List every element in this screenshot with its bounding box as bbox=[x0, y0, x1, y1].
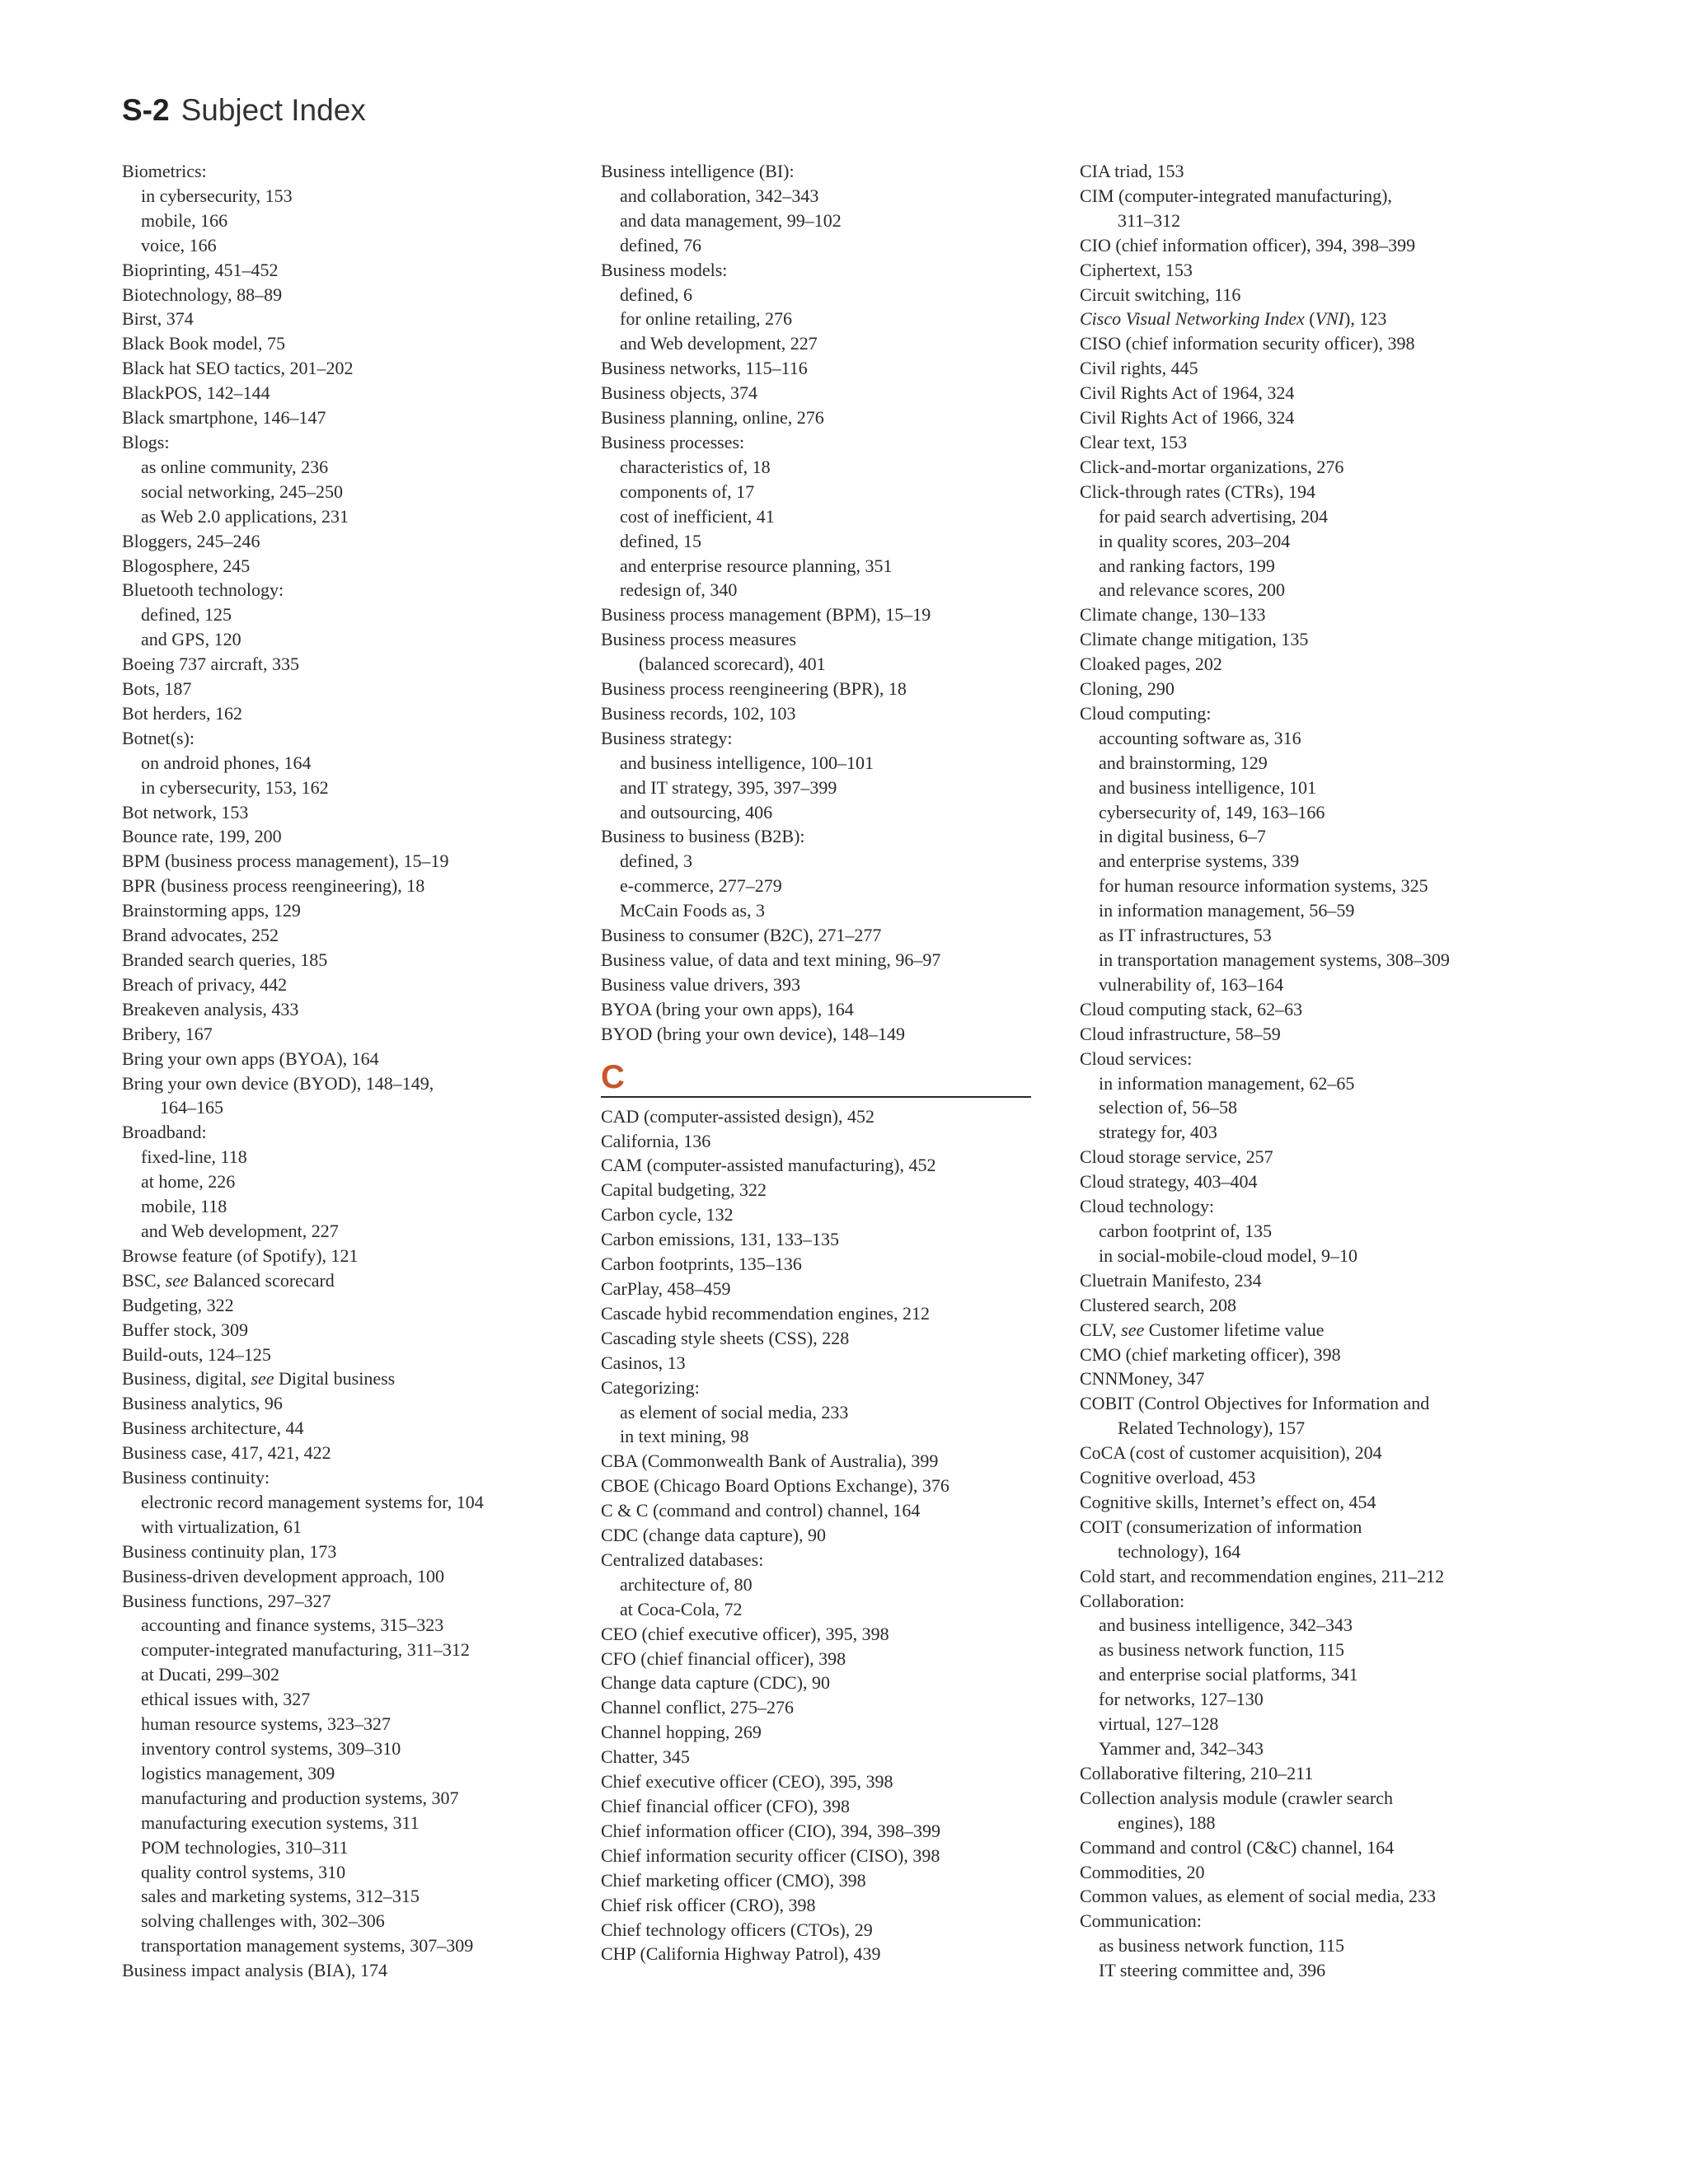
index-entry: Business continuity: bbox=[122, 1467, 270, 1488]
index-entry: cost of inefficient, 41 bbox=[620, 505, 775, 527]
index-entry: manufacturing execution systems, 311 bbox=[141, 1811, 420, 1833]
index-entry: Business value, of data and text mining, 96–97 bbox=[601, 949, 941, 970]
index-entry: Civil Rights Act of 1966, 324 bbox=[1080, 407, 1295, 429]
index-entry: Business impact analysis (BIA), 174 bbox=[122, 1960, 388, 1981]
index-entry: Business functions, 297–327 bbox=[122, 1590, 331, 1611]
index-entry: Business process management (BPM), 15–19 bbox=[601, 604, 931, 626]
index-entry: Chief financial officer (CFO), 398 bbox=[601, 1796, 851, 1816]
index-entry: in social-mobile-cloud model, 9–10 bbox=[1099, 1244, 1358, 1266]
index-entry: Cloud computing stack, 62–63 bbox=[1080, 998, 1303, 1019]
index-entry: Chatter, 345 bbox=[601, 1746, 690, 1768]
index-entry: quality control systems, 310 bbox=[141, 1861, 346, 1882]
index-entry: architecture of, 80 bbox=[620, 1573, 753, 1595]
index-entry: at Ducati, 299–302 bbox=[141, 1664, 280, 1685]
index-entry: for paid search advertising, 204 bbox=[1099, 505, 1328, 527]
index-entry: Cloud services: bbox=[1080, 1047, 1193, 1069]
index-entry: Capital budgeting, 322 bbox=[601, 1179, 767, 1201]
index-entry: and ranking factors, 199 bbox=[1099, 555, 1275, 576]
index-entry: Channel conflict, 275–276 bbox=[601, 1697, 795, 1718]
index-entry: Boeing 737 aircraft, 335 bbox=[122, 654, 300, 675]
index-entry: Yammer and, 342–343 bbox=[1099, 1738, 1264, 1759]
index-entry: BPR (business process reengineering), 18 bbox=[122, 875, 425, 897]
index-entry: Black smartphone, 146–147 bbox=[122, 407, 326, 429]
index-entry: Bring your own device (BYOD), 148–149, bbox=[122, 1072, 434, 1094]
index-entry: BYOD (bring your own device), 148–149 bbox=[601, 1023, 906, 1044]
index-entry: on android phones, 164 bbox=[141, 752, 312, 773]
index-entry: strategy for, 403 bbox=[1099, 1122, 1217, 1143]
index-entry: Biometrics: bbox=[122, 161, 207, 181]
index-entry: Business intelligence (BI): bbox=[601, 161, 795, 181]
index-entry: in cybersecurity, 153, 162 bbox=[141, 776, 329, 798]
index-entry: CIM (computer-integrated manufacturing), bbox=[1080, 185, 1392, 206]
index-entry: carbon footprint of, 135 bbox=[1099, 1220, 1273, 1241]
index-entry: Brand advocates, 252 bbox=[122, 925, 279, 946]
index-entry: Cluetrain Manifesto, 234 bbox=[1080, 1269, 1262, 1291]
index-entry: and enterprise social platforms, 341 bbox=[1099, 1664, 1358, 1685]
index-entry: CDC (change data capture), 90 bbox=[601, 1525, 827, 1546]
index-entry: for networks, 127–130 bbox=[1099, 1689, 1264, 1710]
index-entry: Chief executive officer (CEO), 395, 398 bbox=[601, 1771, 893, 1793]
index-entry: CLV, see Customer lifetime value bbox=[1080, 1319, 1325, 1340]
page-header bbox=[122, 91, 366, 130]
index-entry: Black Book model, 75 bbox=[122, 333, 285, 354]
index-entry: inventory control systems, 309–310 bbox=[141, 1738, 401, 1759]
index-entry: in quality scores, 203–204 bbox=[1099, 530, 1291, 551]
index-entry: Cloud technology: bbox=[1080, 1196, 1215, 1217]
index-entry: Civil Rights Act of 1964, 324 bbox=[1080, 382, 1295, 404]
index-entry: and IT strategy, 395, 397–399 bbox=[620, 776, 837, 798]
index-entry: Breach of privacy, 442 bbox=[122, 973, 288, 995]
index-entry: Botnet(s): bbox=[122, 727, 195, 748]
index-entry: Blogosphere, 245 bbox=[122, 555, 251, 576]
index-entry: Bounce rate, 199, 200 bbox=[122, 826, 282, 847]
index-entry: Brainstorming apps, 129 bbox=[122, 900, 301, 921]
index-entry: CIA triad, 153 bbox=[1080, 161, 1184, 181]
index-entry: Business to consumer (B2C), 271–277 bbox=[601, 925, 882, 946]
index-entry: and enterprise systems, 339 bbox=[1099, 851, 1300, 872]
index-entry: Click-and-mortar organizations, 276 bbox=[1080, 456, 1344, 477]
index-entry: Cascade hybid recommendation engines, 212 bbox=[601, 1302, 930, 1324]
index-entry: in information management, 56–59 bbox=[1099, 900, 1355, 921]
index-entry: accounting and finance systems, 315–323 bbox=[141, 1615, 444, 1636]
index-entry: defined, 6 bbox=[620, 284, 692, 305]
index-entry: Related Technology), 157 bbox=[1118, 1418, 1306, 1439]
index-entry: human resource systems, 323–327 bbox=[141, 1713, 392, 1735]
index-entry: Business case, 417, 421, 422 bbox=[122, 1442, 331, 1464]
index-entry: Ciphertext, 153 bbox=[1080, 259, 1193, 280]
index-entry: Cold start, and recommendation engines, 211–212 bbox=[1080, 1565, 1445, 1586]
index-entry: electronic record management systems for, 104 bbox=[141, 1491, 484, 1512]
index-entry: Bots, 187 bbox=[122, 678, 192, 700]
index-entry: mobile, 118 bbox=[141, 1196, 227, 1217]
index-column-1 bbox=[122, 159, 567, 1983]
index-entry: in information management, 62–65 bbox=[1099, 1072, 1355, 1094]
index-entry: Bot herders, 162 bbox=[122, 702, 243, 724]
index-entry: e-commerce, 277–279 bbox=[620, 875, 782, 897]
index-entry: Cloud computing: bbox=[1080, 702, 1212, 724]
index-entry: BSC, see Balanced scorecard bbox=[122, 1269, 335, 1291]
index-entry: as online community, 236 bbox=[141, 456, 329, 477]
index-entry: CAD (computer-assisted design), 452 bbox=[601, 1105, 874, 1127]
index-entry: CBA (Commonwealth Bank of Australia), 399 bbox=[601, 1451, 939, 1472]
index-entry: Climate change mitigation, 135 bbox=[1080, 629, 1309, 650]
index-entry: Business continuity plan, 173 bbox=[122, 1540, 337, 1562]
index-entry: Categorizing: bbox=[601, 1376, 700, 1398]
index-entry: Click-through rates (CTRs), 194 bbox=[1080, 480, 1315, 502]
index-entry: Carbon emissions, 131, 133–135 bbox=[601, 1229, 840, 1250]
index-entry: Chief marketing officer (CMO), 398 bbox=[601, 1869, 866, 1891]
index-entry: CISO (chief information security officer), 398 bbox=[1080, 333, 1415, 354]
index-entry: Blogs: bbox=[122, 431, 170, 452]
index-column-2-b-entries bbox=[601, 159, 1034, 1047]
index-entry: Business planning, online, 276 bbox=[601, 407, 824, 429]
index-entry: Clear text, 153 bbox=[1080, 431, 1188, 452]
index-entry: Cloud strategy, 403–404 bbox=[1080, 1171, 1258, 1193]
index-entry: Business analytics, 96 bbox=[122, 1393, 283, 1414]
index-entry: as business network function, 115 bbox=[1099, 1935, 1344, 1957]
index-entry: social networking, 245–250 bbox=[141, 480, 344, 502]
index-entry: Buffer stock, 309 bbox=[122, 1319, 248, 1340]
index-entry: (balanced scorecard), 401 bbox=[639, 654, 826, 675]
index-entry: transportation management systems, 307–309 bbox=[141, 1935, 474, 1957]
index-entry: defined, 15 bbox=[620, 530, 701, 551]
index-entry: Business records, 102, 103 bbox=[601, 702, 796, 724]
index-entry: CarPlay, 458–459 bbox=[601, 1277, 731, 1299]
index-entry: Circuit switching, 116 bbox=[1080, 284, 1241, 305]
index-entry: Cognitive skills, Internet’s effect on, 454 bbox=[1080, 1491, 1376, 1512]
index-entry: Carbon footprints, 135–136 bbox=[601, 1254, 802, 1275]
index-entry: BYOA (bring your own apps), 164 bbox=[601, 998, 854, 1019]
index-entry: Business strategy: bbox=[601, 727, 733, 748]
index-entry: Business objects, 374 bbox=[601, 382, 758, 404]
index-entry: Cascading style sheets (CSS), 228 bbox=[601, 1327, 850, 1348]
index-entry: and business intelligence, 101 bbox=[1099, 776, 1316, 798]
index-entry: characteristics of, 18 bbox=[620, 456, 771, 477]
index-entry: Collaborative filtering, 210–211 bbox=[1080, 1762, 1314, 1783]
section-heading-c: C bbox=[601, 1047, 1031, 1098]
index-entry: Centralized databases: bbox=[601, 1549, 764, 1570]
index-entry: CIO (chief information officer), 394, 398–399 bbox=[1080, 234, 1416, 255]
index-entry: Commodities, 20 bbox=[1080, 1861, 1205, 1882]
index-entry: in digital business, 6–7 bbox=[1099, 826, 1266, 847]
page-title: Subject Index bbox=[181, 93, 366, 127]
index-entry: Browse feature (of Spotify), 121 bbox=[122, 1244, 359, 1266]
index-entry: CHP (California Highway Patrol), 439 bbox=[601, 1943, 881, 1965]
index-entry: Command and control (C&C) channel, 164 bbox=[1080, 1836, 1395, 1858]
index-entry: Business-driven development approach, 100 bbox=[122, 1565, 445, 1586]
index-entry: vulnerability of, 163–164 bbox=[1099, 973, 1284, 995]
index-entry: in text mining, 98 bbox=[620, 1426, 749, 1447]
index-entry: Bioprinting, 451–452 bbox=[122, 259, 279, 280]
index-entry: as IT infrastructures, 53 bbox=[1099, 925, 1272, 946]
index-entry: Business processes: bbox=[601, 431, 745, 452]
index-entry: Cisco Visual Networking Index (VNI), 123 bbox=[1080, 308, 1387, 330]
index-entry: Cloud storage service, 257 bbox=[1080, 1146, 1273, 1168]
index-entry: and Web development, 227 bbox=[141, 1220, 339, 1241]
index-entry: fixed-line, 118 bbox=[141, 1146, 247, 1168]
index-entry: and brainstorming, 129 bbox=[1099, 752, 1268, 773]
index-entry: Chief information officer (CIO), 394, 398–399 bbox=[601, 1820, 941, 1841]
index-entry: Common values, as element of social media, 233 bbox=[1080, 1886, 1436, 1907]
index-entry: at home, 226 bbox=[141, 1171, 236, 1193]
index-entry: and business intelligence, 342–343 bbox=[1099, 1615, 1353, 1636]
index-entry: Business value drivers, 393 bbox=[601, 973, 800, 995]
index-entry: and outsourcing, 406 bbox=[620, 801, 773, 823]
index-entry: Broadband: bbox=[122, 1122, 207, 1143]
index-entry: Business networks, 115–116 bbox=[601, 358, 808, 379]
index-entry: Change data capture (CDC), 90 bbox=[601, 1672, 830, 1694]
index-entry: BlackPOS, 142–144 bbox=[122, 382, 270, 404]
index-entry: Communication: bbox=[1080, 1910, 1202, 1932]
index-entry: Birst, 374 bbox=[122, 308, 194, 330]
index-entry: 164–165 bbox=[160, 1097, 223, 1118]
index-entry: and GPS, 120 bbox=[141, 629, 241, 650]
index-entry: for human resource information systems, 325 bbox=[1099, 875, 1428, 897]
index-entry: and business intelligence, 100–101 bbox=[620, 752, 874, 773]
index-entry: defined, 76 bbox=[620, 234, 701, 255]
index-entry: Budgeting, 322 bbox=[122, 1294, 234, 1315]
index-entry: sales and marketing systems, 312–315 bbox=[141, 1886, 420, 1907]
page-number: S-2 bbox=[122, 93, 170, 127]
index-entry: components of, 17 bbox=[620, 480, 755, 502]
index-entry: Casinos, 13 bbox=[601, 1352, 686, 1373]
index-entry: selection of, 56–58 bbox=[1099, 1097, 1238, 1118]
index-entry: in transportation management systems, 308–309 bbox=[1099, 949, 1450, 970]
index-entry: 311–312 bbox=[1118, 209, 1181, 231]
index-entry: Cognitive overload, 453 bbox=[1080, 1467, 1256, 1488]
index-entry: Bring your own apps (BYOA), 164 bbox=[122, 1047, 379, 1069]
index-entry: Chief technology officers (CTOs), 29 bbox=[601, 1919, 873, 1940]
index-entry: Business process measures bbox=[601, 629, 797, 650]
index-entry: as business network function, 115 bbox=[1099, 1639, 1344, 1661]
index-entry: Business models: bbox=[601, 259, 728, 280]
index-entry: CNNMoney, 347 bbox=[1080, 1368, 1205, 1390]
index-entry: engines), 188 bbox=[1118, 1811, 1216, 1833]
index-entry: California, 136 bbox=[601, 1130, 711, 1151]
index-entry: manufacturing and production systems, 307 bbox=[141, 1787, 459, 1808]
index-entry: Bloggers, 245–246 bbox=[122, 530, 260, 551]
index-entry: C & C (command and control) channel, 164 bbox=[601, 1500, 921, 1521]
index-entry: Bribery, 167 bbox=[122, 1023, 213, 1044]
index-entry: Cloaked pages, 202 bbox=[1080, 654, 1222, 675]
index-entry: solving challenges with, 302–306 bbox=[141, 1910, 385, 1932]
index-entry: technology), 164 bbox=[1118, 1540, 1241, 1562]
index-entry: and collaboration, 342–343 bbox=[620, 185, 819, 206]
index-entry: CBOE (Chicago Board Options Exchange), 376 bbox=[601, 1475, 950, 1497]
index-entry: Bluetooth technology: bbox=[122, 579, 284, 601]
index-entry: with virtualization, 61 bbox=[141, 1516, 302, 1537]
index-entry: CoCA (cost of customer acquisition), 204 bbox=[1080, 1442, 1382, 1464]
index-entry: voice, 166 bbox=[141, 234, 217, 255]
index-entry: Collection analysis module (crawler search bbox=[1080, 1787, 1393, 1808]
index-column-2-c-entries bbox=[601, 1104, 1034, 1967]
index-entry: and Web development, 227 bbox=[620, 333, 818, 354]
index-entry: Black hat SEO tactics, 201–202 bbox=[122, 358, 354, 379]
index-entry: Build-outs, 124–125 bbox=[122, 1343, 271, 1365]
index-entry: CEO (chief executive officer), 395, 398 bbox=[601, 1623, 889, 1644]
index-entry: Business architecture, 44 bbox=[122, 1418, 304, 1439]
index-entry: defined, 125 bbox=[141, 604, 232, 626]
index-entry: logistics management, 309 bbox=[141, 1762, 335, 1783]
index-entry: Bot network, 153 bbox=[122, 801, 249, 823]
index-entry: Chief information security officer (CISO), 398 bbox=[601, 1844, 940, 1866]
index-entry: McCain Foods as, 3 bbox=[620, 900, 765, 921]
index-entry: and relevance scores, 200 bbox=[1099, 579, 1286, 601]
index-entry: computer-integrated manufacturing, 311–312 bbox=[141, 1639, 470, 1661]
index-entry: Carbon cycle, 132 bbox=[601, 1204, 734, 1226]
index-entry: Chief risk officer (CRO), 398 bbox=[601, 1894, 816, 1915]
index-entry: Channel hopping, 269 bbox=[601, 1722, 762, 1743]
index-column-2 bbox=[601, 159, 1034, 1966]
index-entry: Cloning, 290 bbox=[1080, 678, 1175, 700]
index-entry: Business process reengineering (BPR), 18 bbox=[601, 678, 907, 700]
index-entry: in cybersecurity, 153 bbox=[141, 185, 293, 206]
index-entry: as Web 2.0 applications, 231 bbox=[141, 505, 349, 527]
index-entry: COIT (consumerization of information bbox=[1080, 1516, 1362, 1537]
index-entry: Cloud infrastructure, 58–59 bbox=[1080, 1023, 1281, 1044]
index-entry: Collaboration: bbox=[1080, 1590, 1185, 1611]
index-entry: accounting software as, 316 bbox=[1099, 727, 1301, 748]
index-entry: CMO (chief marketing officer), 398 bbox=[1080, 1343, 1341, 1365]
index-entry: redesign of, 340 bbox=[620, 579, 738, 601]
index-entry: Breakeven analysis, 433 bbox=[122, 998, 299, 1019]
index-entry: cybersecurity of, 149, 163–166 bbox=[1099, 801, 1325, 823]
index-entry: COBIT (Control Objectives for Information and bbox=[1080, 1393, 1430, 1414]
index-entry: BPM (business process management), 15–19 bbox=[122, 851, 449, 872]
index-entry: at Coca-Cola, 72 bbox=[620, 1598, 743, 1619]
index-entry: POM technologies, 310–311 bbox=[141, 1836, 349, 1858]
index-entry: Civil rights, 445 bbox=[1080, 358, 1198, 379]
index-entry: Clustered search, 208 bbox=[1080, 1294, 1236, 1315]
index-entry: CAM (computer-assisted manufacturing), 452 bbox=[601, 1155, 936, 1176]
index-entry: CFO (chief financial officer), 398 bbox=[601, 1647, 846, 1669]
index-entry: and enterprise resource planning, 351 bbox=[620, 555, 893, 576]
index-entry: virtual, 127–128 bbox=[1099, 1713, 1219, 1735]
index-entry: Climate change, 130–133 bbox=[1080, 604, 1266, 626]
index-entry: Business to business (B2B): bbox=[601, 826, 805, 847]
index-entry: Business, digital, see Digital business bbox=[122, 1368, 396, 1390]
index-column-3 bbox=[1080, 159, 1541, 1983]
index-entry: Branded search queries, 185 bbox=[122, 949, 328, 970]
index-entry: mobile, 166 bbox=[141, 209, 228, 231]
index-entry: as element of social media, 233 bbox=[620, 1401, 849, 1422]
index-entry: and data management, 99–102 bbox=[620, 209, 842, 231]
index-entry: for online retailing, 276 bbox=[620, 308, 792, 330]
index-entry: Biotechnology, 88–89 bbox=[122, 284, 283, 305]
index-entry: IT steering committee and, 396 bbox=[1099, 1960, 1326, 1981]
index-entry: defined, 3 bbox=[620, 851, 692, 872]
index-entry: ethical issues with, 327 bbox=[141, 1689, 311, 1710]
